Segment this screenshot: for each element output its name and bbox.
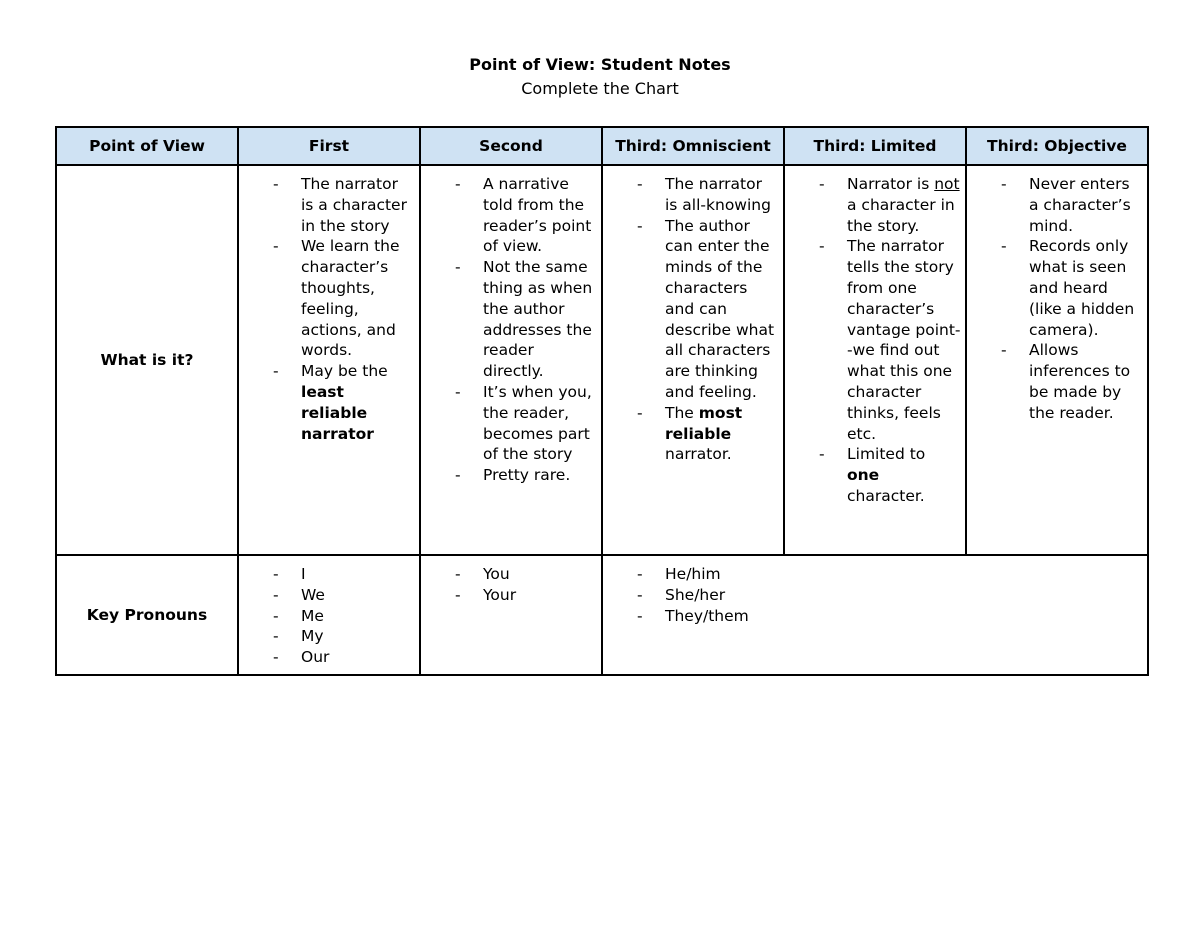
- list-item: - Your: [421, 585, 597, 606]
- bullet-list: [603, 556, 1147, 628]
- list-item: - A narrative told from the reader’s point of view.: [421, 174, 597, 257]
- header-third-omniscient: Third: Omniscient: [602, 127, 784, 165]
- list-item: [603, 403, 779, 465]
- list-item: - I: [239, 564, 415, 585]
- cell-first-pronouns: [238, 555, 420, 675]
- bullet-list: [967, 166, 1147, 426]
- list-item: - Records only what is seen and heard (like a hidden camera).: [967, 236, 1143, 340]
- cell-third-pronouns: [602, 555, 1148, 675]
- list-item: - Our: [239, 647, 415, 668]
- list-item: - The narrator is all-knowing: [603, 174, 779, 216]
- cell-limited-definition: [784, 165, 966, 555]
- list-item: - She/her: [603, 585, 1143, 606]
- emphasis-text: most reliable: [665, 403, 743, 443]
- bullet-list: [603, 166, 783, 467]
- list-item: - The author can enter the minds of the characters and can describe what all characters are thinking and feeling.: [603, 216, 779, 403]
- point-of-view-chart: [55, 126, 1149, 676]
- list-item: - Me: [239, 606, 415, 627]
- cell-second-definition: [420, 165, 602, 555]
- row-label-key-pronouns: Key Pronouns: [56, 555, 238, 675]
- bullet-list: [421, 556, 601, 608]
- list-item: - Not the same thing as when the author addresses the reader directly.: [421, 257, 597, 382]
- underlined-text: not: [934, 175, 960, 193]
- list-item: - They/them: [603, 606, 1143, 627]
- list-item: - Allows inferences to be made by the reader.: [967, 340, 1143, 423]
- list-item: - Never enters a character’s mind.: [967, 174, 1143, 236]
- header-point-of-view: Point of View: [56, 127, 238, 165]
- cell-second-pronouns: [420, 555, 602, 675]
- emphasis-text: least reliable narrator: [301, 382, 374, 443]
- cell-omniscient-definition: [602, 165, 784, 555]
- list-item: - The narrator is a character in the story: [239, 174, 415, 236]
- list-item-text: May be the: [301, 362, 388, 381]
- list-item: [239, 361, 415, 444]
- page-header: [0, 52, 1200, 100]
- page-title: Point of View: Student Notes: [469, 55, 731, 74]
- list-item-text: character.: [847, 486, 925, 505]
- list-item: [785, 174, 961, 236]
- list-item: - The narrator tells the story from one character’s vantage point--we find out what this one character thinks, feels etc.: [785, 236, 961, 444]
- list-item: - It’s when you, the reader, becomes part of the story: [421, 382, 597, 465]
- list-item: - You: [421, 564, 597, 585]
- table-row-key-pronouns: [56, 555, 1148, 675]
- list-item-text: a character in the story.: [847, 195, 955, 235]
- list-item: - He/him: [603, 564, 1143, 585]
- table-header-row: [56, 127, 1148, 165]
- emphasis-text: one: [847, 466, 880, 485]
- page-subtitle: Complete the Chart: [521, 79, 679, 98]
- list-item-text: narrator.: [665, 445, 732, 464]
- cell-objective-definition: [966, 165, 1148, 555]
- list-item-text: Narrator is: [847, 175, 935, 193]
- bullet-list: [421, 166, 601, 488]
- bullet-list: [239, 556, 419, 670]
- list-item: - We: [239, 585, 415, 606]
- bullet-list: [785, 166, 965, 509]
- list-item: [785, 444, 961, 506]
- header-first: First: [238, 127, 420, 165]
- header-third-limited: Third: Limited: [784, 127, 966, 165]
- list-item-text: The: [665, 403, 699, 422]
- table-row-what-is-it: [56, 165, 1148, 555]
- list-item: - My: [239, 626, 415, 647]
- list-item-text: Limited to: [847, 445, 926, 464]
- list-item: - Pretty rare.: [421, 465, 597, 486]
- header-third-objective: Third: Objective: [966, 127, 1148, 165]
- bullet-list: [239, 166, 419, 446]
- header-second: Second: [420, 127, 602, 165]
- row-label-what-is-it: What is it?: [56, 165, 238, 555]
- cell-first-definition: [238, 165, 420, 555]
- list-item: - We learn the character’s thoughts, feeling, actions, and words.: [239, 236, 415, 361]
